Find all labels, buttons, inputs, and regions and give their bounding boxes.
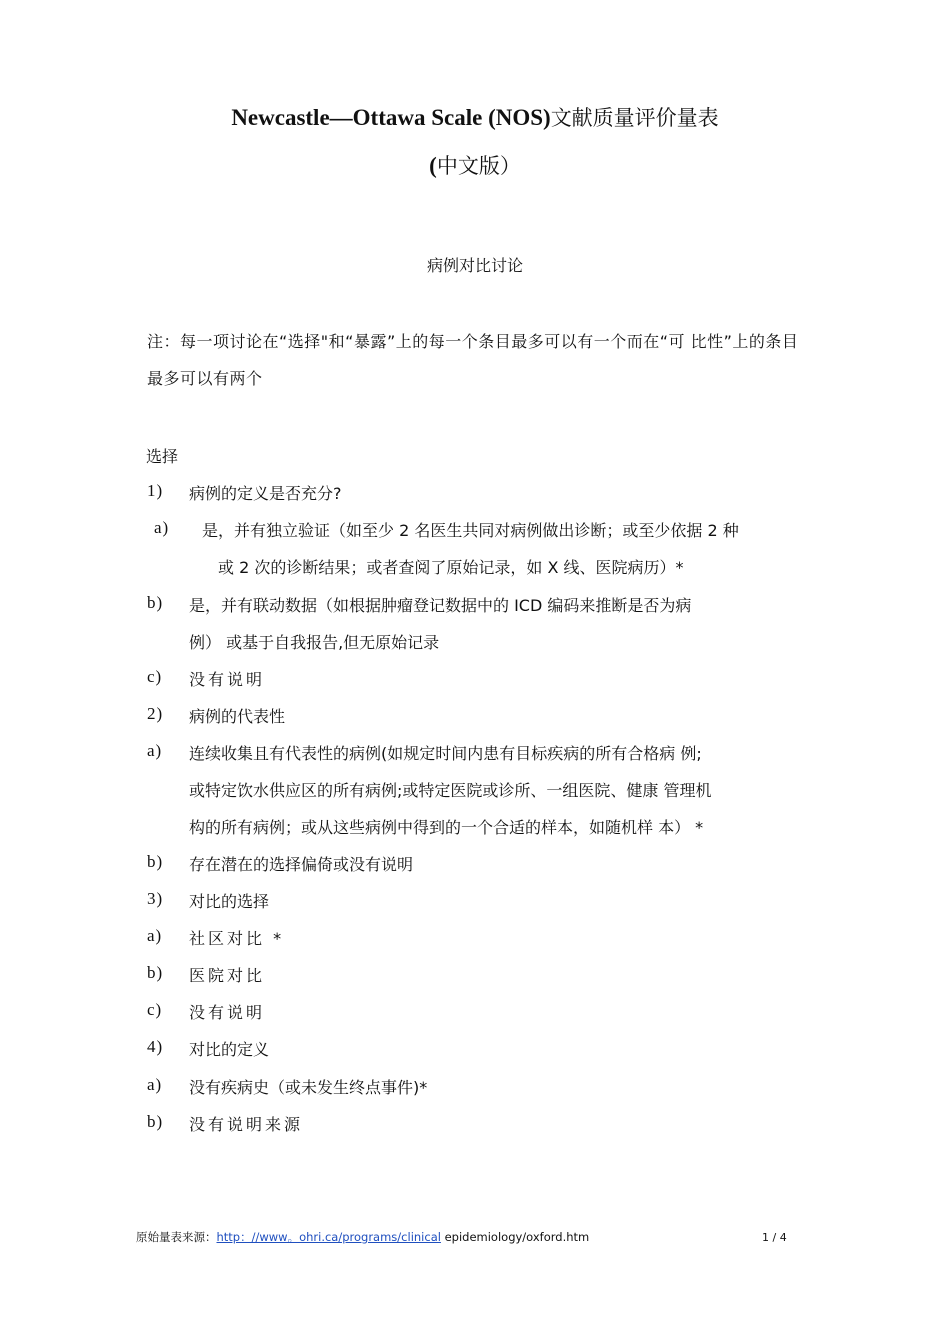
item-text: 例） 或基于自我报告,但无原始记录 <box>189 633 440 652</box>
item-text: 连续收集且有代表性的病例(如规定时间内患有目标疾病的所有合格病 例; <box>189 744 702 763</box>
item-text: 或 2 次的诊断结果；或者查阅了原始记录，如 X 线、医院病历）* <box>218 558 684 577</box>
item-text: 存在潜在的选择偏倚或没有说明 <box>189 855 414 874</box>
footer-link-suffix: epidemiology/oxford.htm <box>440 1230 590 1244</box>
item-label: a) <box>147 926 163 945</box>
item-label: 3) <box>147 889 164 908</box>
item-label: b) <box>147 852 164 871</box>
item-label: b) <box>147 963 164 982</box>
item-label: c) <box>147 1000 163 1019</box>
item-text: 医院对比 <box>189 966 266 985</box>
item-label: 4) <box>147 1037 164 1056</box>
item-label: a) <box>154 518 170 537</box>
item-text: 构的所有病例；或从这些病例中得到的一个合适的样本，如随机样 本） * <box>189 818 704 837</box>
title-latin: Newcastle—Ottawa Scale (NOS) <box>231 105 551 130</box>
item-text: 或特定饮水供应区的所有病例;或特定医院或诊所、一组医院、健康 管理机 <box>189 781 712 800</box>
title-version: 中文版） <box>436 154 521 178</box>
item-text: 是，并有联动数据（如根据肿瘤登记数据中的 ICD 编码来推断是否为病 <box>189 596 692 615</box>
item-text: 没有说明 <box>189 1003 266 1022</box>
item-text: 对比的定义 <box>189 1040 270 1059</box>
page-footer <box>136 1229 589 1245</box>
note-paragraph: 注：每一项讨论在“选择"和“暴露”上的每一个条目最多可以有一个而在“可 比性”上的条目最多可以有两个 <box>147 332 799 388</box>
page-title-line2 <box>0 150 950 180</box>
page-number: 1 / 4 <box>762 1231 787 1244</box>
item-label: b) <box>147 1112 164 1131</box>
item-text: 没有说明 <box>189 670 266 689</box>
item-label: a) <box>147 1075 163 1094</box>
item-label: c) <box>147 667 163 686</box>
page-title <box>0 102 950 132</box>
title-cjk: 文献质量评价量表 <box>550 106 719 130</box>
item-text: 病例的定义是否充分? <box>189 484 342 503</box>
item-text: 社区对比 * <box>189 929 285 948</box>
item-text: 是，并有独立验证（如至少 2 名医生共同对病例做出诊断；或至少依据 2 种 <box>202 521 739 540</box>
item-label: b) <box>147 593 164 612</box>
item-text: 没有疾病史（或未发生终点事件)* <box>189 1078 428 1097</box>
item-label: a) <box>147 741 163 760</box>
item-text: 没有说明来源 <box>189 1115 304 1134</box>
item-text: 对比的选择 <box>189 892 270 911</box>
footer-source-label: 原始量表来源： <box>136 1230 217 1244</box>
title-paren: ( <box>429 153 437 178</box>
item-label: 1) <box>147 481 164 500</box>
item-label: 2) <box>147 704 164 723</box>
section-subtitle: 病例对比讨论 <box>426 256 523 275</box>
section-heading: 选择 <box>146 447 179 466</box>
source-link[interactable]: http：//www。ohri.ca/programs/clinical <box>216 1230 441 1244</box>
item-text: 病例的代表性 <box>189 707 286 726</box>
